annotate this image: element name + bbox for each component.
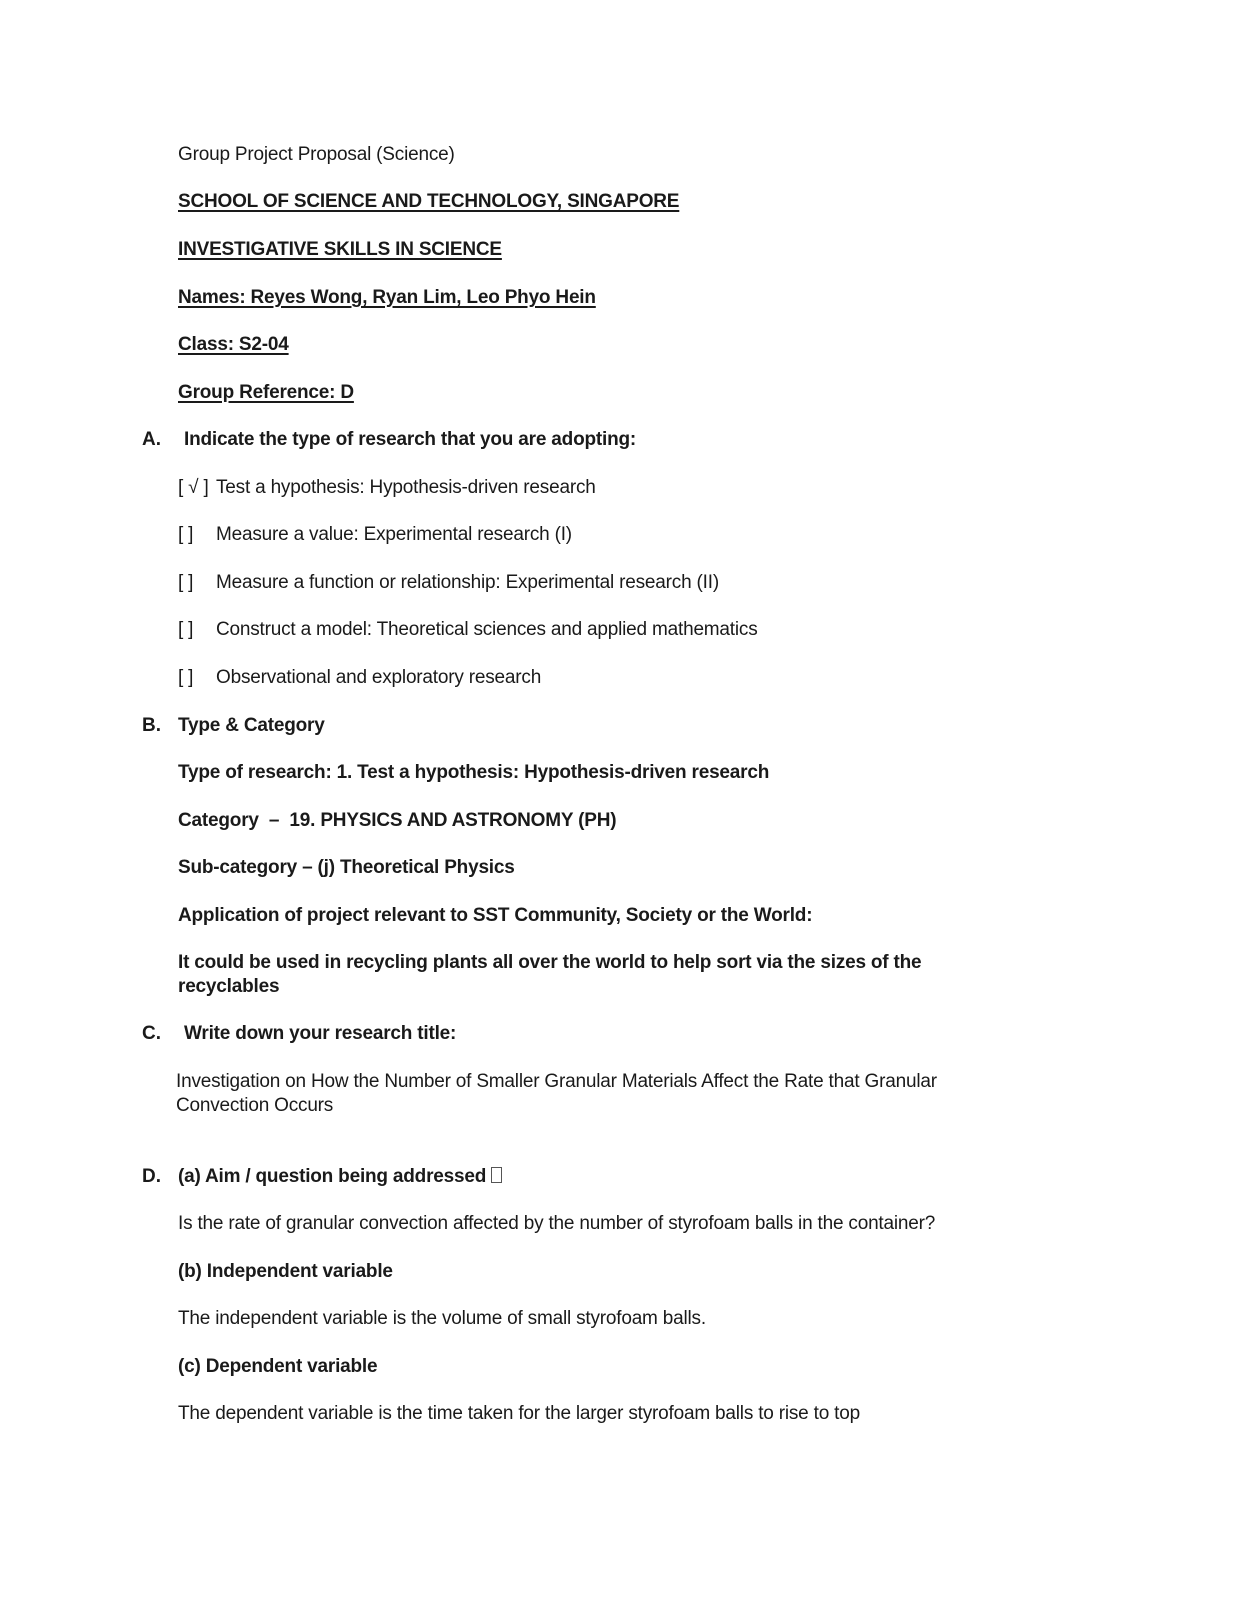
dependent-variable-text: The dependent variable is the time taken for the larger styrofoam balls to rise to top — [178, 1403, 860, 1424]
option-label: Measure a value: Experimental research (I) — [216, 524, 572, 545]
aim-text: Is the rate of granular convection affected by the number of styrofoam balls in the container? — [178, 1213, 936, 1234]
research-option-observational[interactable] — [178, 666, 541, 690]
application-text: It could be used in recycling plants all over the world to help sort via the sizes of the recyclables — [178, 952, 922, 997]
doc-type: Group Project Proposal (Science) — [178, 144, 455, 165]
module-title: INVESTIGATIVE SKILLS IN SCIENCE — [178, 239, 502, 260]
research-option-construct-model[interactable] — [178, 618, 758, 642]
type-of-research: Type of research: 1. Test a hypothesis: Hypothesis-driven research — [178, 762, 770, 783]
dependent-variable-label: (c) Dependent variable — [178, 1356, 378, 1377]
missing-glyph-icon — [491, 1167, 502, 1183]
research-title: Investigation on How the Number of Smaller Granular Materials Affect the Rate that Granular Convection Occurs — [176, 1071, 937, 1116]
checkbox-unchecked[interactable]: [ ] — [178, 572, 194, 593]
checkbox-unchecked[interactable]: [ ] — [178, 619, 194, 640]
section-c-marker: C. — [142, 1023, 161, 1044]
section-b-title: Type & Category — [178, 715, 325, 736]
class-label: Class: S2-04 — [178, 334, 289, 355]
group-names: Names: Reyes Wong, Ryan Lim, Leo Phyo Hein — [178, 287, 596, 308]
option-label: Construct a model: Theoretical sciences and applied mathematics — [216, 619, 758, 640]
category: Category – 19. PHYSICS AND ASTRONOMY (PH) — [178, 810, 617, 831]
section-d-marker: D. — [142, 1166, 161, 1187]
aim-label: (a) Aim / question being addressed — [178, 1166, 487, 1187]
option-label: Test a hypothesis: Hypothesis-driven research — [216, 477, 596, 498]
option-label: Measure a function or relationship: Experimental research (II) — [216, 572, 719, 593]
sub-category: Sub-category – (j) Theoretical Physics — [178, 857, 515, 878]
research-option-hypothesis[interactable] — [178, 476, 596, 500]
checkbox-unchecked[interactable]: [ ] — [178, 524, 194, 545]
section-a-marker: A. — [142, 429, 161, 450]
school-name: SCHOOL OF SCIENCE AND TECHNOLOGY, SINGAPORE — [178, 191, 680, 212]
independent-variable-label: (b) Independent variable — [178, 1261, 393, 1282]
section-c-title: Write down your research title: — [184, 1023, 457, 1044]
group-reference: Group Reference: D — [178, 382, 354, 403]
option-label: Observational and exploratory research — [216, 667, 542, 688]
research-option-measure-function[interactable] — [178, 571, 719, 595]
research-option-measure-value[interactable] — [178, 523, 572, 547]
section-b-marker: B. — [142, 715, 161, 736]
checkbox-unchecked[interactable]: [ ] — [178, 667, 194, 688]
aim-heading — [178, 1165, 502, 1189]
independent-variable-text: The independent variable is the volume of small styrofoam balls. — [178, 1308, 706, 1329]
checkbox-checked[interactable]: [ √ ] — [178, 477, 209, 498]
application-label: Application of project relevant to SST Community, Society or the World: — [178, 905, 813, 926]
section-a-title: Indicate the type of research that you are adopting: — [184, 429, 637, 450]
